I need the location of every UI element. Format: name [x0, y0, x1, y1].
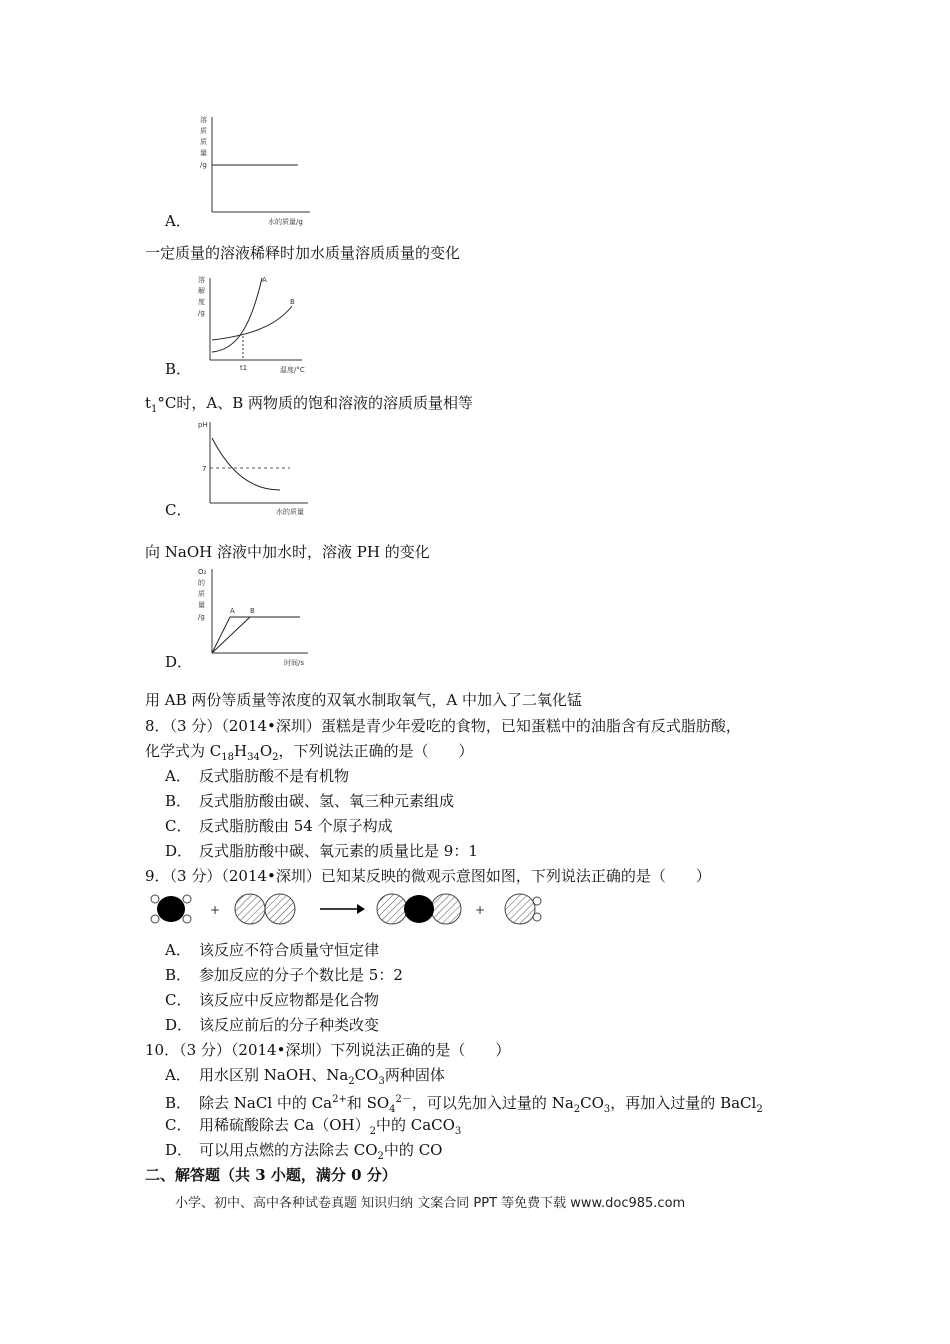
q7-b-cap-sub: 1: [151, 404, 158, 415]
q8-option-a-text: 反式脂肪酸不是有机物: [199, 767, 350, 785]
q10-c-t2: 中的 CaCO: [375, 1116, 455, 1134]
q8-sub3: 2: [272, 752, 279, 763]
chart-d-series-b: [212, 617, 250, 653]
q10-b-t5: ，再加入过量的 BaCl: [610, 1094, 757, 1112]
q10-b-s2: 2: [573, 1104, 581, 1115]
q9-option-b[interactable]: [165, 965, 403, 985]
chart-a: [190, 112, 340, 227]
q8-stem-line2: [145, 741, 474, 768]
q9-option-a[interactable]: [165, 940, 379, 960]
q10-a-t3: 两种固体: [384, 1066, 445, 1084]
chart-b-xlabel: 温度/°C: [280, 366, 305, 374]
q9-reaction-diagram: [145, 888, 555, 930]
q10-b-s4: 2: [756, 1104, 763, 1115]
q9-option-d-text: 该反应前后的分子种类改变: [199, 1016, 380, 1034]
q7-option-c-label: C．: [165, 501, 192, 519]
q7-option-a-caption: 一定质量的溶液稀释时加水质量溶质质量的变化: [145, 244, 461, 262]
q10-b-s3: 3: [603, 1104, 611, 1115]
chart-c-tick: 7: [202, 465, 207, 473]
q9-option-c[interactable]: [165, 990, 379, 1010]
q10-b-t2: 和 SO: [346, 1094, 390, 1112]
q8-sub1: 18: [221, 752, 234, 763]
q8-option-d[interactable]: [165, 841, 478, 861]
q7-b-cap-post: °C时，A、B 两物质的饱和溶液的溶质质量相等: [157, 394, 474, 412]
chart-c-ylabel: pH: [198, 421, 208, 429]
chart-a-ylabel-3: 量: [200, 149, 207, 157]
q9-option-b-label: B．: [165, 966, 192, 984]
q8-sub2: 34: [247, 752, 260, 763]
page-footer: 小学、初中、高中各种试卷真题 知识归纳 文案合同 PPT 等免费下载 www.doc985.com: [175, 1196, 686, 1211]
q8-option-d-text: 反式脂肪酸中碳、氧元素的质量比是 9：1: [199, 842, 478, 860]
chart-b-ylabel-0: 溶: [198, 276, 205, 284]
q10-option-a-label: A．: [165, 1066, 191, 1084]
chart-a-ylabel-4: /g: [200, 161, 207, 169]
plus-icon-1: +: [210, 903, 221, 917]
q8-option-c-text: 反式脂肪酸由 54 个原子构成: [199, 817, 393, 835]
q9-stem: 9．（3 分）（2014•深圳）已知某反映的微观示意图如图，下列说法正确的是（ ）: [145, 867, 711, 885]
chart-c-xlabel: 水的质量: [276, 508, 304, 516]
chart-d-ylabel-2: 质: [198, 590, 205, 598]
q8-option-c-label: C．: [165, 817, 192, 835]
plus-icon-2: +: [475, 903, 486, 917]
q10-b-s1: 4: [389, 1104, 396, 1115]
q7-option-d-caption: 用 AB 两份等质量等浓度的双氧水制取氧气，A 中加入了二氧化锰: [145, 691, 582, 709]
chart-b-ylabel-2: 度: [198, 298, 205, 306]
q8-option-b-text: 反式脂肪酸由碳、氢、氧三种元素组成: [199, 792, 455, 810]
q7-b-cap-pre: t: [145, 394, 152, 412]
chart-d-ylabel-0: O₂: [198, 568, 207, 576]
q8-stem-line1: 8．（3 分）（2014•深圳）蛋糕是青少年爱吃的食物，已知蛋糕中的油脂含有反式脂肪酸，: [145, 717, 741, 735]
q9-option-a-label: A．: [165, 941, 191, 959]
q8-mid1: H: [233, 742, 248, 760]
chart-d-ylabel-3: 量: [198, 601, 205, 609]
q9-option-c-label: C．: [165, 991, 192, 1009]
chart-d-xlabel: 时间/s: [284, 659, 305, 667]
q10-option-a[interactable]: [165, 1065, 445, 1092]
chart-b-ylabel-3: /g: [198, 309, 205, 317]
chart-a-ylabel-0: 溶: [200, 116, 207, 124]
chart-d-series-a: [212, 617, 300, 653]
q9-option-d[interactable]: [165, 1015, 379, 1035]
q8-option-c[interactable]: [165, 816, 393, 836]
arrow-icon: [320, 904, 365, 914]
q8-l2-post: ，下列说法正确的是（ ）: [278, 742, 474, 760]
q8-option-a[interactable]: [165, 766, 349, 786]
chart-c: [190, 418, 340, 520]
chart-a-xlabel: 水的质量/g: [268, 218, 303, 226]
molecule-reactant-2: [235, 894, 295, 924]
chart-d-series-a-label: A: [230, 607, 235, 615]
q10-a-s1: 2: [348, 1076, 355, 1087]
q10-option-c[interactable]: [165, 1115, 461, 1142]
q9-option-d-label: D．: [165, 1016, 193, 1034]
q8-option-a-label: A．: [165, 767, 191, 785]
q10-c-s2: 3: [454, 1126, 462, 1137]
q10-a-t2: CO: [354, 1066, 379, 1084]
q8-option-d-label: D．: [165, 842, 193, 860]
q7-option-a-label: A．: [165, 212, 191, 230]
q7-option-c-caption: 向 NaOH 溶液中加水时，溶液 PH 的变化: [145, 543, 430, 561]
q10-option-b-label: B．: [165, 1094, 192, 1112]
q10-a-t1: 用水区别 NaOH、Na: [199, 1066, 349, 1084]
chart-d-ylabel-1: 的: [198, 579, 205, 587]
q10-d-s1: 2: [377, 1151, 384, 1162]
chart-b-tick: t1: [240, 364, 248, 372]
q8-option-b-label: B．: [165, 792, 192, 810]
q7-option-b-caption: [145, 393, 473, 420]
q10-b-t3: ，可以先加入过量的 Na: [411, 1094, 574, 1112]
q10-c-s1: 2: [369, 1126, 376, 1137]
q10-b-p1: 2+: [332, 1094, 347, 1105]
q10-b-p2: 2－: [395, 1094, 412, 1105]
chart-c-curve: [212, 438, 280, 490]
molecule-product-1: [377, 894, 461, 924]
q9-option-b-text: 参加反应的分子个数比是 5：2: [199, 966, 403, 984]
chart-b-series-a-label: A: [262, 276, 267, 284]
q10-d-t2: 中的 CO: [383, 1141, 443, 1159]
chart-b-series-b-label: B: [290, 298, 295, 306]
chart-b: [190, 270, 340, 380]
chart-d: [190, 565, 340, 670]
q10-option-c-label: C．: [165, 1116, 192, 1134]
q10-b-t1: 除去 NaCl 中的 Ca: [199, 1094, 333, 1112]
q8-option-b[interactable]: [165, 791, 454, 811]
q10-option-d[interactable]: [165, 1140, 442, 1167]
q10-option-d-label: D．: [165, 1141, 193, 1159]
chart-d-ylabel-4: /g: [198, 613, 205, 621]
molecule-reactant-1: [151, 895, 191, 923]
q10-b-t4: CO: [580, 1094, 604, 1112]
q10-c-t1: 用稀硫酸除去 Ca（OH）: [199, 1116, 370, 1134]
q9-option-a-text: 该反应不符合质量守恒定律: [199, 941, 380, 959]
q10-d-t1: 可以用点燃的方法除去 CO: [199, 1141, 378, 1159]
q10-stem: 10．（3 分）（2014•深圳）下列说法正确的是（ ）: [145, 1041, 511, 1059]
q9-option-c-text: 该反应中反应物都是化合物: [199, 991, 380, 1009]
section-2-heading: 二、解答题（共 3 小题，满分 0 分）: [145, 1166, 397, 1184]
chart-a-ylabel-2: 质: [200, 138, 207, 146]
chart-b-ylabel-1: 解: [198, 287, 205, 295]
chart-a-ylabel-1: 质: [200, 127, 207, 135]
q7-option-d-label: D．: [165, 653, 193, 671]
molecule-product-2: [505, 894, 541, 924]
chart-d-series-b-label: B: [250, 607, 255, 615]
q7-option-b-label: B．: [165, 360, 192, 378]
chart-a-ylabel: [200, 115, 207, 169]
q8-mid2: O: [259, 742, 273, 760]
q10-a-s2: 3: [378, 1076, 385, 1087]
q8-l2-pre: 化学式为 C: [145, 742, 222, 760]
chart-b-series-a: [212, 278, 262, 352]
